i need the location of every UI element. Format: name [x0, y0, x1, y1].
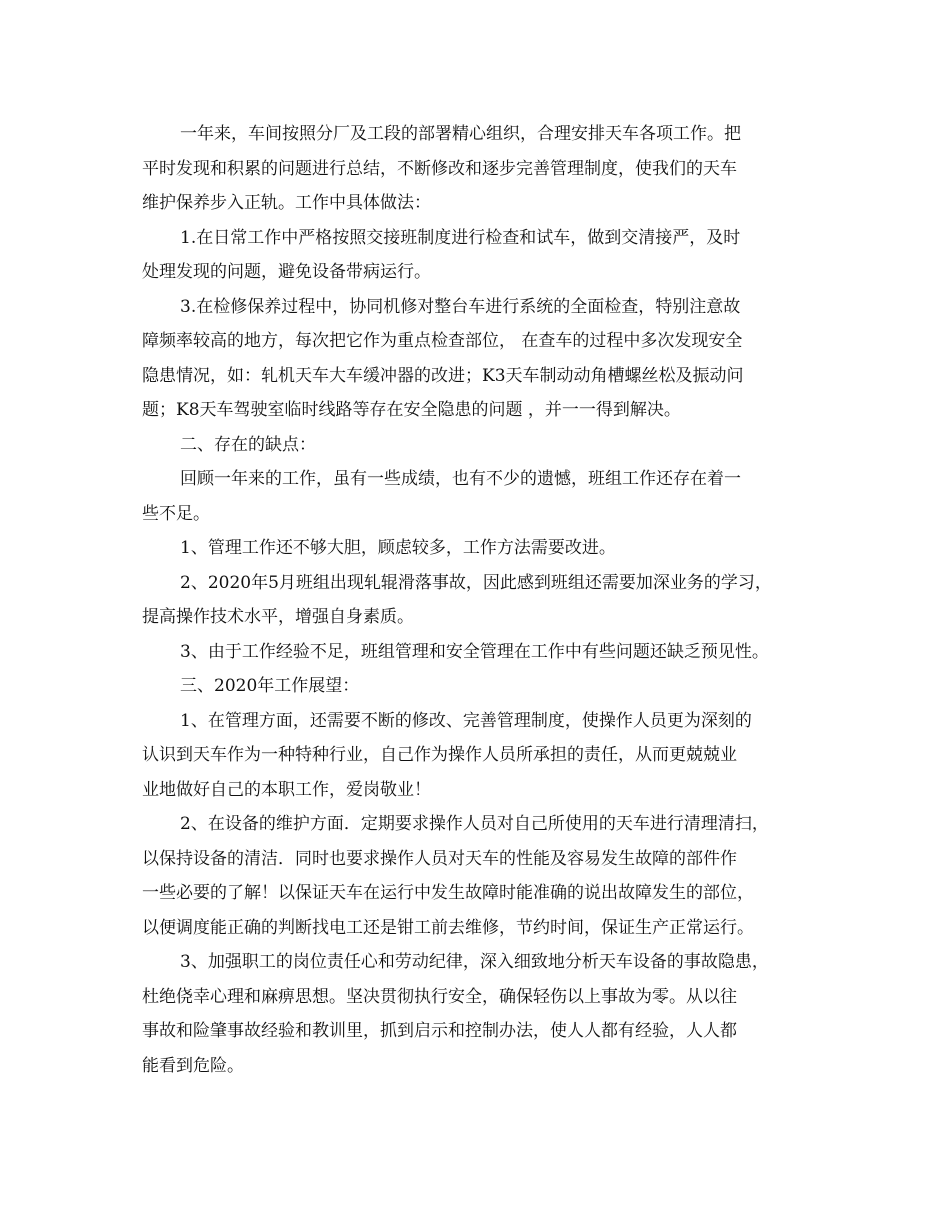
- text-line: 回顾一年来的工作，虽有一些成绩，也有不少的遗憾，班组工作还存在着一: [180, 469, 741, 489]
- text-line: 1、管理工作还不够大胆，顾虑较多，工作方法需要改进。: [180, 538, 616, 558]
- text-line: 障频率较高的地方，每次把它作为重点检查部位， 在查车的过程中多次发现安全: [142, 331, 743, 351]
- text-line: 处理发现的问题，避免设备带病运行。: [142, 262, 431, 282]
- text-line: 3.在检修保养过程中，协同机修对整台车进行系统的全面检查，特别注意故: [180, 296, 741, 317]
- text-line: 认识到天车作为一种特种行业，自己作为操作人员所承担的责任，从而更兢兢业: [142, 745, 737, 765]
- text-line: 提高操作技术水平，增强自身素质。: [142, 607, 414, 627]
- text-line: 二、存在的缺点：: [180, 434, 316, 455]
- text-line: 杜绝侥幸心理和麻痹思想。坚决贯彻执行安全，确保轻伤以上事故为零。从以往: [142, 986, 737, 1007]
- text-line: 以保持设备的清洁．同时也要求操作人员对天车的性能及容易发生故障的部件作: [142, 848, 737, 869]
- text-line: 维护保养步入正轨。工作中具体做法：: [142, 193, 431, 213]
- text-line: 以便调度能正确的判断找电工还是钳工前去维修，节约时间，保证生产正常运行。: [142, 917, 754, 938]
- text-line: 3、由于工作经验不足，班组管理和安全管理在工作中有些问题还缺乏预见性。: [180, 641, 769, 662]
- text-line: 一些必要的了解！以保证天车在运行中发生故障时能准确的说出故障发生的部位，: [142, 883, 754, 903]
- text-line: 业地做好自己的本职工作，爱岗敬业！: [142, 779, 431, 800]
- text-line: 2、在设备的维护方面．定期要求操作人员对自己所使用的天车进行清理清扫，: [180, 814, 769, 834]
- text-line: 1.在日常工作中严格按照交接班制度进行检查和试车，做到交清接严，及时: [180, 227, 741, 248]
- text-line: 1、在管理方面，还需要不断的修改、完善管理制度，使操作人员更为深刻的: [180, 710, 752, 731]
- text-line: 些不足。: [142, 503, 210, 524]
- text-line: 3、加强职工的岗位责任心和劳动纪律，深入细致地分析天车设备的事故隐患，: [180, 952, 769, 972]
- text-line: 2、2020年5月班组出现轧辊滑落事故，因此感到班组还需要加深业务的学习，: [180, 572, 772, 593]
- text-line: 隐患情况，如：轧机天车大车缓冲器的改进；K3天车制动动角槽螺丝松及振动问: [142, 365, 744, 386]
- text-line: 能看到危险。: [142, 1055, 244, 1076]
- text-line: 题；K8天车驾驶室临时线路等存在安全隐患的问题 ，并一一得到解决。: [142, 400, 681, 420]
- document-body: [142, 117, 812, 1083]
- text-line: 一年来，车间按照分厂及工段的部署精心组织，合理安排天车各项工作。把: [180, 124, 741, 144]
- text-line: 事故和险肇事故经验和教训里，抓到启示和控制办法，使人人都有经验，人人都: [142, 1021, 737, 1041]
- text-line: 平时发现和积累的问题进行总结，不断修改和逐步完善管理制度，使我们的天车: [142, 158, 737, 179]
- text-line: 三、2020年工作展望：: [180, 676, 360, 696]
